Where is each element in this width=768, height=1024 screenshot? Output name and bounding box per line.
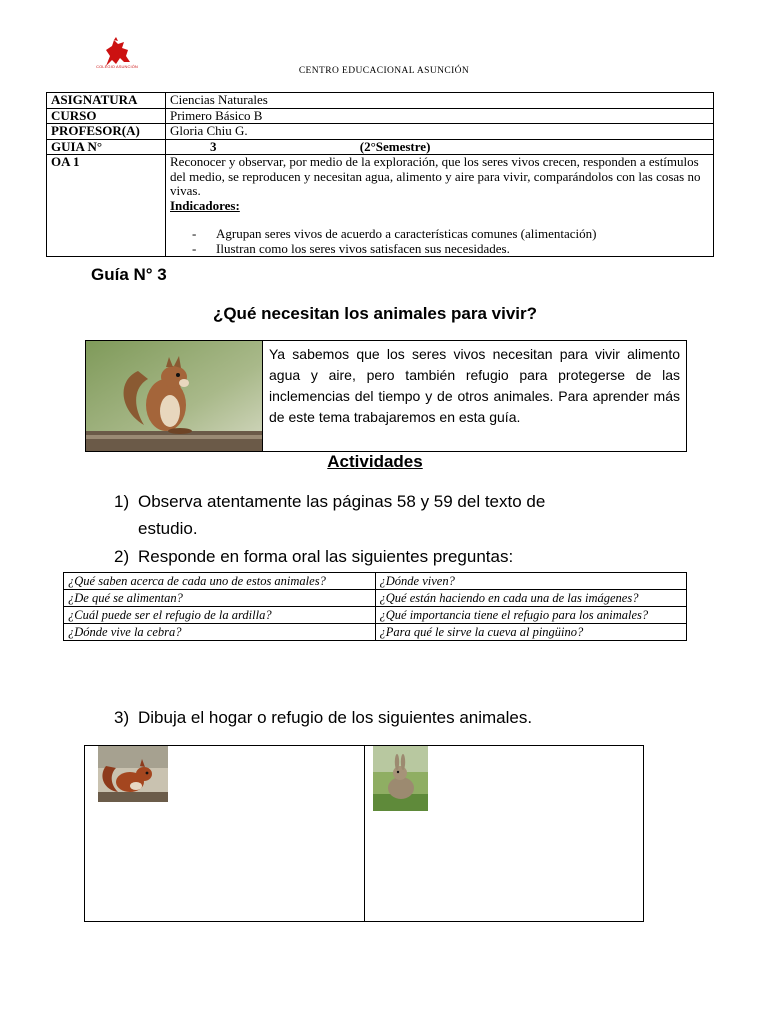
guia-label: GUIA N° [47, 139, 166, 155]
rabbit-illustration [373, 746, 428, 811]
oa-text: Reconocer y observar, por medio de la exploración, que los seres vivos crecen, responden a estímulos del medio, se reproducen y necesitan agua, alimento y aire para vivir, comparándolos con las cosas no vivas. [170, 154, 701, 198]
question-cell: ¿Cuál puede ser el refugio de la ardilla? [64, 607, 376, 624]
table-row [64, 607, 687, 624]
drawing-box-rabbit[interactable] [364, 746, 644, 921]
activities-title: Actividades [327, 452, 423, 471]
logo-text: COLEGIO ASUNCIÓN [96, 64, 138, 69]
question-cell: ¿Dónde vive la cebra? [64, 624, 376, 641]
indicadores-list [170, 227, 709, 256]
drawing-area [84, 745, 644, 922]
profesor-value: Gloria Chiu G. [166, 124, 714, 140]
asignatura-value: Ciencias Naturales [166, 93, 714, 109]
indicador-text: Agrupan seres vivos de acuerdo a características comunes (alimentación) [216, 226, 597, 241]
question-cell: ¿Qué saben acerca de cada uno de estos animales? [64, 573, 376, 590]
squirrel-illustration [86, 341, 262, 451]
guia-number: 3 [210, 138, 217, 154]
indicador-text: Ilustran como los seres vivos satisfacen sus necesidades. [216, 240, 510, 256]
table-row [64, 624, 687, 641]
step-1-text: Observa atentamente las páginas 58 y 59 del texto de [138, 492, 546, 511]
drawing-box-squirrel[interactable] [85, 746, 364, 921]
table-row [64, 590, 687, 607]
step-3-text: Dibuja el hogar o refugio de los siguientes animales. [138, 708, 533, 727]
intro-text: Ya sabemos que los seres vivos necesitan para vivir alimento agua y aire, pero también refugio para protegerse de las inclemencias del tiempo y de otros animales. Para aprender más de este tema trabajaremos en esta guía. [269, 346, 680, 425]
info-table [46, 92, 714, 257]
indicador-item [170, 242, 709, 257]
guia-title: Guía N° 3 [91, 265, 167, 284]
question-cell: ¿Qué están haciendo en cada una de las imágenes? [375, 590, 687, 607]
questions-table [63, 572, 687, 641]
squirrel-thumb-illustration [98, 746, 168, 802]
school-name: CENTRO EDUCACIONAL ASUNCIÓN [298, 66, 470, 76]
question-cell: ¿De qué se alimentan? [64, 590, 376, 607]
step-1-continuation: estudio. [138, 519, 198, 538]
indicadores-title: Indicadores: [170, 197, 240, 213]
rabbit-thumbnail [373, 746, 428, 811]
question-cell: ¿Dónde viven? [375, 573, 687, 590]
question-cell: ¿Qué importancia tiene el refugio para los animales? [375, 607, 687, 624]
squirrel-photo [86, 341, 263, 451]
curso-value: Primero Básico B [166, 108, 714, 124]
step-2-number: 2) [114, 547, 130, 566]
oa-label: OA 1 [47, 155, 166, 257]
table-row [64, 573, 687, 590]
step-2 [114, 543, 674, 570]
curso-label: CURSO [47, 108, 166, 124]
step-2-text: Responde en forma oral las siguientes preguntas: [138, 547, 514, 566]
step-3 [114, 704, 674, 731]
indicador-item [170, 227, 709, 242]
squirrel-thumbnail [98, 746, 168, 802]
profesor-label: PROFESOR(A) [47, 124, 166, 140]
step-3-number: 3) [114, 708, 130, 727]
semestre: (2°Semestre) [359, 138, 431, 154]
oa-cell [166, 155, 714, 257]
guia-row [166, 139, 714, 155]
intro-box [85, 340, 687, 452]
question-cell: ¿Para qué le sirve la cueva al pingüino? [375, 624, 687, 641]
step-1 [114, 488, 634, 542]
asignatura-label: ASIGNATURA [47, 93, 166, 109]
step-1-number: 1) [114, 492, 130, 511]
main-question: ¿Qué necesitan los animales para vivir? [212, 304, 538, 323]
